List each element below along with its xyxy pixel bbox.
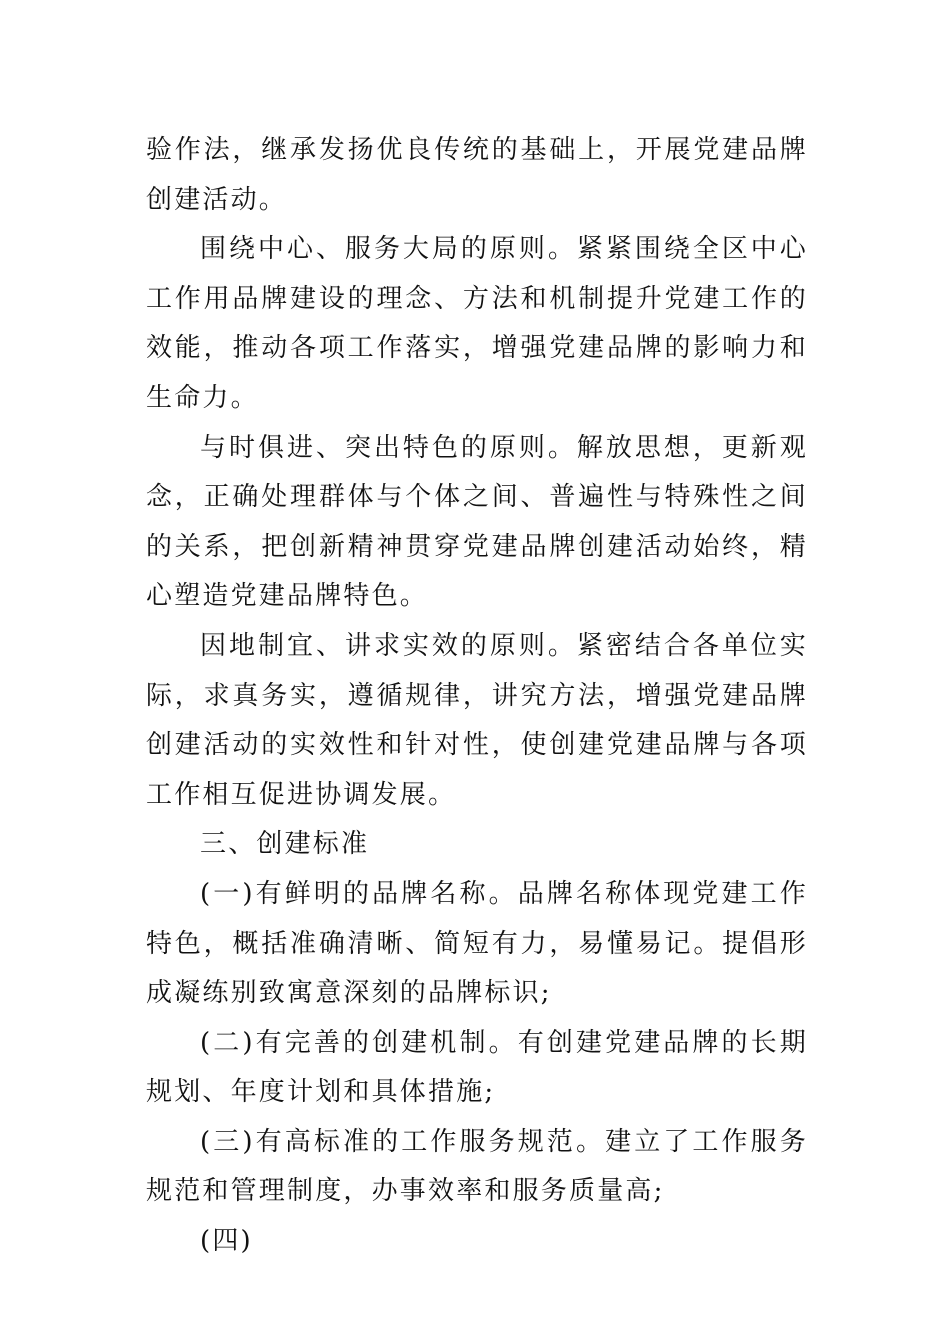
section-heading-standards: 三、创建标准 [200, 829, 370, 860]
list-item-standard-1: (一)有鲜明的品牌名称。品牌名称体现党建工作特色，概括准确清晰、简短有力，易懂易记。提倡形成凝练别致寓意深刻的品牌标识; [146, 878, 808, 1009]
paragraph-principle-practical: 因地制宜、讲求实效的原则。紧密结合各单位实际，求真务实，遵循规律，讲究方法，增强党建品牌创建活动的实效性和针对性，使创建党建品牌与各项工作相互促进协调发展。 [146, 630, 808, 810]
document-body [146, 126, 808, 1267]
list-item-standard-4: (四) [200, 1226, 253, 1257]
list-item-standard-3: (三)有高标准的工作服务规范。建立了工作服务规范和管理制度，办事效率和服务质量高; [146, 1126, 808, 1207]
paragraph-principle-innovation: 与时俱进、突出特色的原则。解放思想，更新观念，正确处理群体与个体之间、普遍性与特殊性之间的关系，把创新精神贯穿党建品牌创建活动始终，精心塑造党建品牌特色。 [146, 432, 808, 612]
list-item-standard-2: (二)有完善的创建机制。有创建党建品牌的长期规划、年度计划和具体措施; [146, 1027, 808, 1108]
paragraph-continuation: 验作法，继承发扬优良传统的基础上，开展党建品牌创建活动。 [146, 135, 808, 215]
paragraph-principle-center: 围绕中心、服务大局的原则。紧紧围绕全区中心工作用品牌建设的理念、方法和机制提升党建工作的效能，推动各项工作落实，增强党建品牌的影响力和生命力。 [146, 234, 808, 413]
